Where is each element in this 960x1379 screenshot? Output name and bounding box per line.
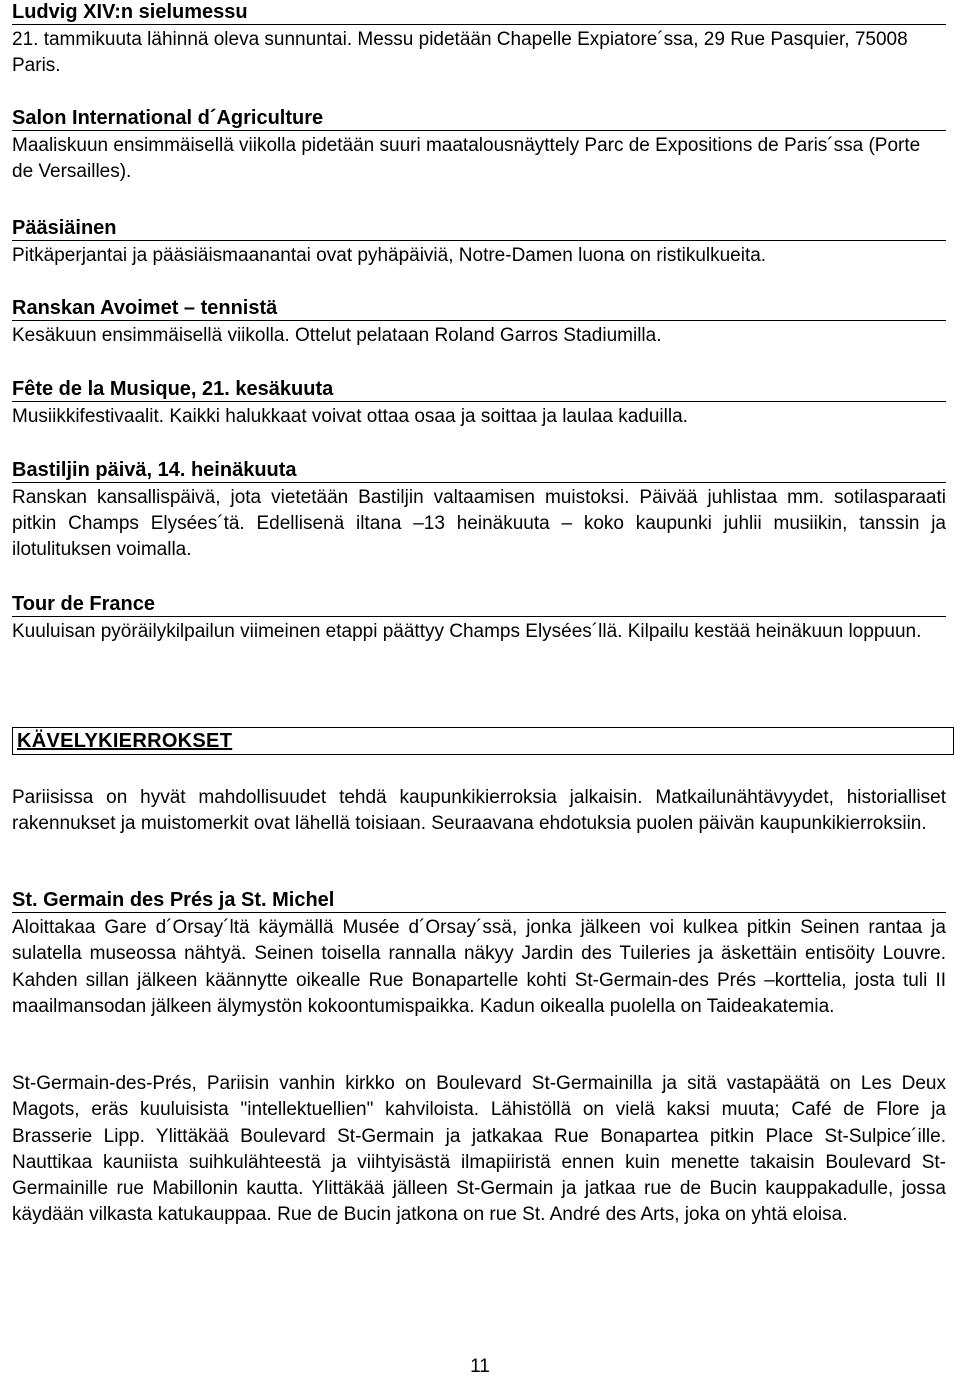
section-text: Musiikkifestivaalit. Kaikki halukkaat voivat ottaa osaa ja soittaa ja laulaa kaduilla.: [12, 406, 688, 427]
section-heading: Ludvig XIV:n sielumessu: [12, 0, 946, 25]
route-paragraph-1: Aloittakaa Gare d´Orsay´ltä käymällä Musée d´Orsay´ssä, jonka jälkeen voi kulkea pitkin Seinen rantaa ja sulatella museossa nähtyä. Seinen toisella rannalla näkyy Jardin des Tuileries ja äskettäin entisöity Louvre. Kahden sillan jälkeen käännytte oikealle Rue Bonapartelle kohti St-Germain-des Prés –korttelia, josta tuli II maailmansodan jälkeen älymystön kokoontumispaikka. Kadun oikealla puolella on Taideakatemia.: [12, 917, 946, 1017]
walks-heading-box: [12, 727, 954, 755]
event-section: [12, 216, 946, 269]
walks-heading: KÄVELYKIERROKSET: [17, 730, 233, 752]
route-paragraph-2: St-Germain-des-Prés, Pariisin vanhin kirkko on Boulevard St-Germainilla ja sitä vastapäätä on Les Deux Magots, eräs kuuluisista "intellektuellien" kahviloista. Lähistöllä on vielä kaksi muuta; Café de Flore ja Brasserie Lipp. Ylittäkää Boulevard St-Germain ja jatkakaa Rue Bonapartea pitkin Place St-Sulpice´ille. Nauttikaa kauniista suihkulähteestä ja viihtyisästä ilmapiiristä ennen kuin menette takaisin Boulevard St-Germainille rue Mabillonin kautta. Ylittäkää jälleen St-Germain ja jatkaa rue de Bucin kauppakadulle, jossa käydään vilkasta katukauppaa. Rue de Bucin jatkona on rue St. André des Arts, joka on yhtä eloisa.: [12, 1073, 946, 1226]
section-text: Maaliskuun ensimmäisellä viikolla pidetään suuri maatalousnäyttely Parc de Expositions de Paris´ssa (Porte de Versailles).: [12, 135, 921, 182]
section-text: Ranskan kansallispäivä, jota vietetään Bastiljin valtaamisen muistoksi. Päivää juhlistaa mm. sotilasparaati pitkin Champs Elysées´tä. Edellisenä iltana –13 heinäkuuta – koko kaupunki juhlii musiikin, tanssin ja ilotulituksen voimalla.: [12, 487, 946, 560]
section-heading: Bastiljin päivä, 14. heinäkuuta: [12, 458, 946, 483]
section-text: Kesäkuun ensimmäisellä viikolla. Ottelut pelataan Roland Garros Stadiumilla.: [12, 325, 662, 346]
event-section: [12, 106, 946, 185]
section-heading: Ranskan Avoimet – tennistä: [12, 296, 946, 321]
route-heading: St. Germain des Prés ja St. Michel: [12, 888, 946, 913]
walks-intro: Pariisissa on hyvät mahdollisuudet tehdä kaupunkikierroksia jalkaisin. Matkailunähtävyydet, historialliset rakennukset ja muistomerkit ovat lähellä toisiaan. Seuraavana ehdotuksia puolen päivän kaupunkikierroksiin.: [12, 787, 946, 835]
event-section: [12, 458, 946, 563]
event-section: [12, 592, 946, 645]
section-text: Pitkäperjantai ja pääsiäismaanantai ovat pyhäpäiviä, Notre-Damen luona on ristikulkueita.: [12, 245, 767, 266]
section-text: 21. tammikuuta lähinnä oleva sunnuntai. Messu pidetään Chapelle Expiatore´ssa, 29 Rue Pasquier, 75008 Paris.: [12, 29, 908, 76]
page-number: 11: [470, 1356, 490, 1377]
section-heading: Pääsiäinen: [12, 216, 946, 241]
section-heading: Salon International d´Agriculture: [12, 106, 946, 131]
section-heading: Fête de la Musique, 21. kesäkuuta: [12, 377, 946, 402]
section-text: Kuuluisan pyöräilykilpailun viimeinen etappi päättyy Champs Elysées´llä. Kilpailu kestää heinäkuun loppuun.: [12, 621, 922, 642]
section-heading: Tour de France: [12, 592, 946, 617]
route-section: [12, 888, 946, 913]
event-section: [12, 0, 946, 79]
event-section: [12, 296, 946, 349]
event-section: [12, 377, 946, 430]
